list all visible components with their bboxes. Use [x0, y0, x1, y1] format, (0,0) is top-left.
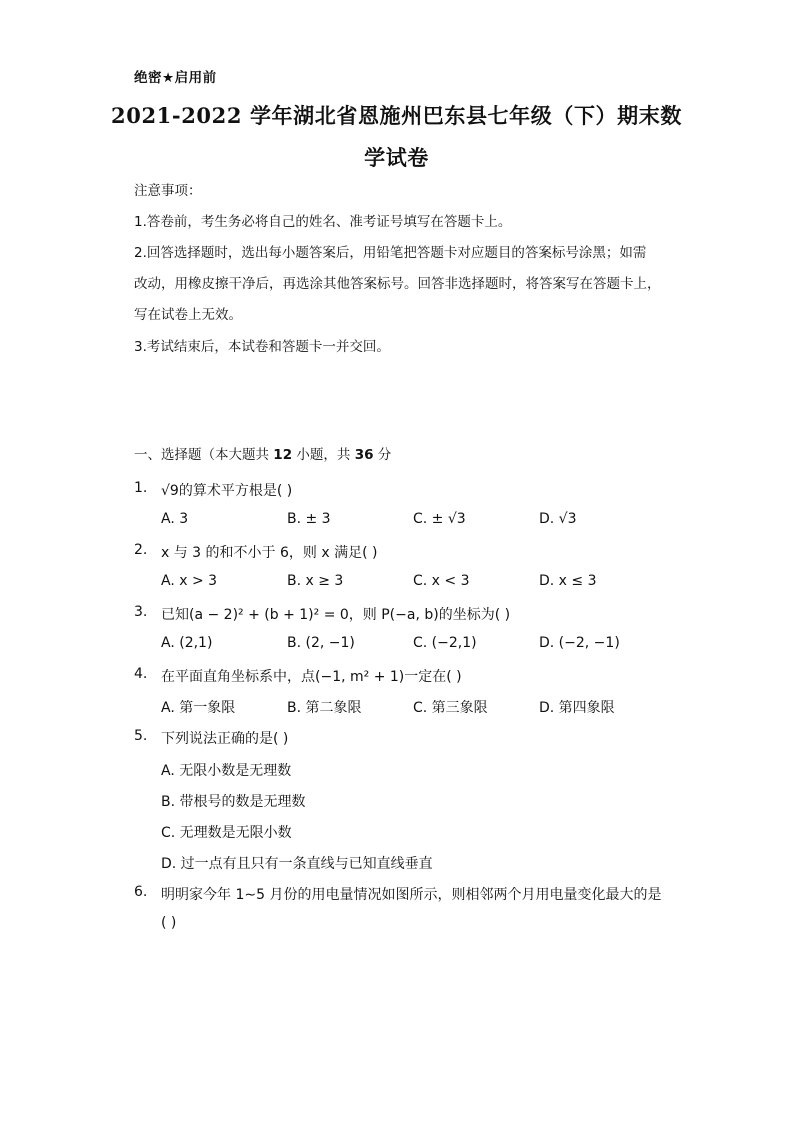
q5-option-c: C. 无理数是无限小数 — [161, 825, 292, 841]
notice-item-1: 1.答卷前，考生务必将自己的姓名、准考证号填写在答题卡上。 — [134, 214, 512, 230]
section-heading — [134, 443, 391, 463]
notice-item-3: 3.考试结束后，本试卷和答题卡一并交回。 — [134, 339, 390, 355]
notice-heading: 注意事项： — [134, 183, 202, 199]
question-text: 已知(a − 2)² + (b + 1)² = 0，则 P(−a, b)的坐标为( ) — [161, 607, 511, 623]
q1-option-a: A. 3 — [161, 511, 189, 527]
section-count: 12 — [273, 447, 293, 463]
section-score: 36 — [354, 447, 374, 463]
section-prefix: 一、选择题（本大题共 — [134, 447, 274, 463]
q2-option-a: A. x > 3 — [161, 573, 218, 589]
question-number: 6. — [134, 884, 148, 900]
question-number: 5. — [134, 728, 148, 744]
q6-answer-blank: ( ) — [161, 915, 177, 931]
section-suffix: 分 — [373, 447, 392, 463]
question-text: √9的算术平方根是( ) — [161, 483, 293, 499]
q5-option-b: B. 带根号的数是无理数 — [161, 794, 306, 810]
question-number: 4. — [134, 666, 148, 682]
q2-option-c: C. x < 3 — [413, 573, 470, 589]
notice-item-2-line1: 2.回答选择题时，选出每小题答案后，用铅笔把答题卡对应题目的答案标号涂黑；如需 — [134, 245, 647, 261]
q5-option-d: D. 过一点有且只有一条直线与已知直线垂直 — [161, 856, 433, 872]
question-text: x 与 3 的和不小于 6，则 x 满足( ) — [161, 545, 378, 561]
question-number: 1. — [134, 480, 148, 496]
question-text: 在平面直角坐标系中，点(−1, m² + 1)一定在( ) — [161, 669, 462, 685]
question-text: 明明家今年 1∼5 月份的用电量情况如图所示，则相邻两个月用电量变化最大的是 — [161, 887, 662, 903]
section-mid: 小题，共 — [292, 447, 355, 463]
notice-item-2-line3: 写在试卷上无效。 — [134, 307, 242, 323]
q1-option-d: D. √3 — [539, 511, 577, 527]
q1-option-b: B. ± 3 — [287, 511, 331, 527]
secret-label: 绝密★启用前 — [134, 70, 217, 86]
q1-option-c: C. ± √3 — [413, 511, 466, 527]
q3-option-b: B. (2, −1) — [287, 635, 355, 651]
q2-option-b: B. x ≥ 3 — [287, 573, 344, 589]
q4-option-b: B. 第二象限 — [287, 700, 362, 716]
question-number: 3. — [134, 604, 148, 620]
exam-title-line2: 学试卷 — [364, 145, 429, 170]
question-text: 下列说法正确的是( ) — [161, 731, 289, 747]
q3-option-d: D. (−2, −1) — [539, 635, 620, 651]
exam-title-line1: 2021-2022 学年湖北省恩施州巴东县七年级（下）期末数 — [111, 103, 682, 128]
question-number: 2. — [134, 542, 148, 558]
q3-option-a: A. (2,1) — [161, 635, 213, 651]
notice-item-2-line2: 改动，用橡皮擦干净后，再选涂其他答案标号。回答非选择题时，将答案写在答题卡上， — [134, 276, 661, 292]
q5-option-a: A. 无限小数是无理数 — [161, 763, 292, 779]
q4-option-a: A. 第一象限 — [161, 700, 236, 716]
q2-option-d: D. x ≤ 3 — [539, 573, 597, 589]
q4-option-c: C. 第三象限 — [413, 700, 488, 716]
q4-option-d: D. 第四象限 — [539, 700, 615, 716]
q3-option-c: C. (−2,1) — [413, 635, 477, 651]
